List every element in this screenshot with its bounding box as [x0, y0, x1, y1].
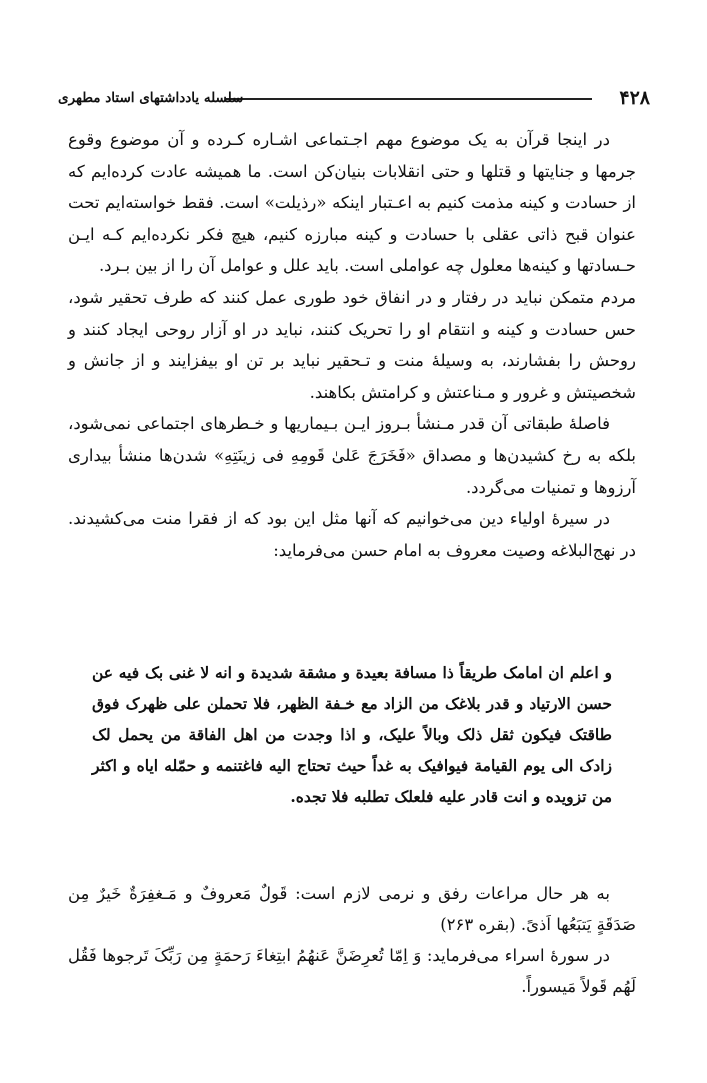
body-text	[68, 124, 636, 566]
paragraph-6: در سورهٔ اسراء می‌فرماید: وَ اِمّا تُعرِضَنَّ عَنهُمُ ابتِغاءَ رَحمَةٍ مِن رَبِّکَ تَرجوها فَقُل لَهُم قَولاً مَیسوراً.	[68, 946, 636, 996]
quote-block	[92, 657, 612, 812]
paragraph-2: مردم متمکن نباید در رفتار و در انفاق خود طوری عمل کنند که طرف تحقیر شود، حس حسادت و کینه و انتقام او را تحریک کنند، نباید در او آزار روحی ایجاد کنند و روحش را بفشارند، به وسیلهٔ منت و تـحقیر نباید بر تن او بیفزایند و از جانش و شخصیتش و غرور و مـناعتش و کرامتش بکاهند.	[68, 287, 636, 402]
paragraph-3: فاصلهٔ طبقاتی آن قدر مـنشأ بـروز ایـن بـیماریها و خـطرهای اجتماعی نمی‌شود، بلکه به رخ کشیدن‌ها و مصداق «فَخَرَجَ عَلیٰ قَومِهِ فی زینَتِهِ» شدن‌ها منشأ بیداری آرزوها و تمنیات می‌گردد.	[68, 414, 636, 497]
paragraph-4: در سیرهٔ اولیاء دین می‌خوانیم که آنها مثل این بود که از فقرا منت می‌کشیدند. در نهج‌البلاغه وصیت معروف به امام حسن می‌فرماید:	[68, 509, 636, 560]
running-title: سلسله یادداشتهای استاد مطهری	[58, 90, 244, 106]
paragraph-5: به هر حال مراعات رفق و نرمی لازم است: قَولٌ مَعروفٌ و مَـغفِرَةٌ خَیرٌ مِن صَدَقَةٍ یَتبَعُها اَذیً. (بقره ۲۶۳)	[68, 884, 636, 934]
page-header	[58, 86, 650, 112]
page-number: ۴۲۸	[619, 87, 650, 109]
paragraph-1: در اینجا قرآن به یک موضوع مهم اجـتماعی اشـاره کـرده و آن موضوع وقوع جرمها و جنایتها و قتلها و حتی انقلابات بنیان‌کن است. ما همیشه عادت کرده‌ایم که از حسادت و کینه مذمت کنیم به اعـتبار اینکه «رذیلت» است. فقط خواسته‌ایم تحت عنوان قبح ذاتی عقلی با حسادت و کینه مبارزه کنیم، هیچ فکر نکرده‌ایم کـه ایـن حـسادتها و کینه‌ها معلول چه عواملی است. باید علل و عوامل آن را از بین بـرد.	[68, 130, 636, 276]
quote-text: و اعلم ان امامک طریقاً ذا مسافة بعیدة و مشقة شدیدة و انه لا غنی بک فیه عن حسن الارتیاد و قدر بلاغک من الزاد مع خـفة الظهر، فلا تحملن علی ظهرک فوق طاقتک فیکون ثقل ذلک وبالاً علیک، و اذا وجدت من اهل الفاقة من یحمل لک زادک الی یوم القیامة فیوافیک به غداً حیث تحتاج الیه فاغتنمه و حمّله ایاه و اکثر من تزویده و انت قادر علیه فلعلک تطلبه فلا تجده.	[92, 663, 612, 806]
closing-text	[68, 878, 636, 1002]
header-rule	[226, 98, 592, 100]
